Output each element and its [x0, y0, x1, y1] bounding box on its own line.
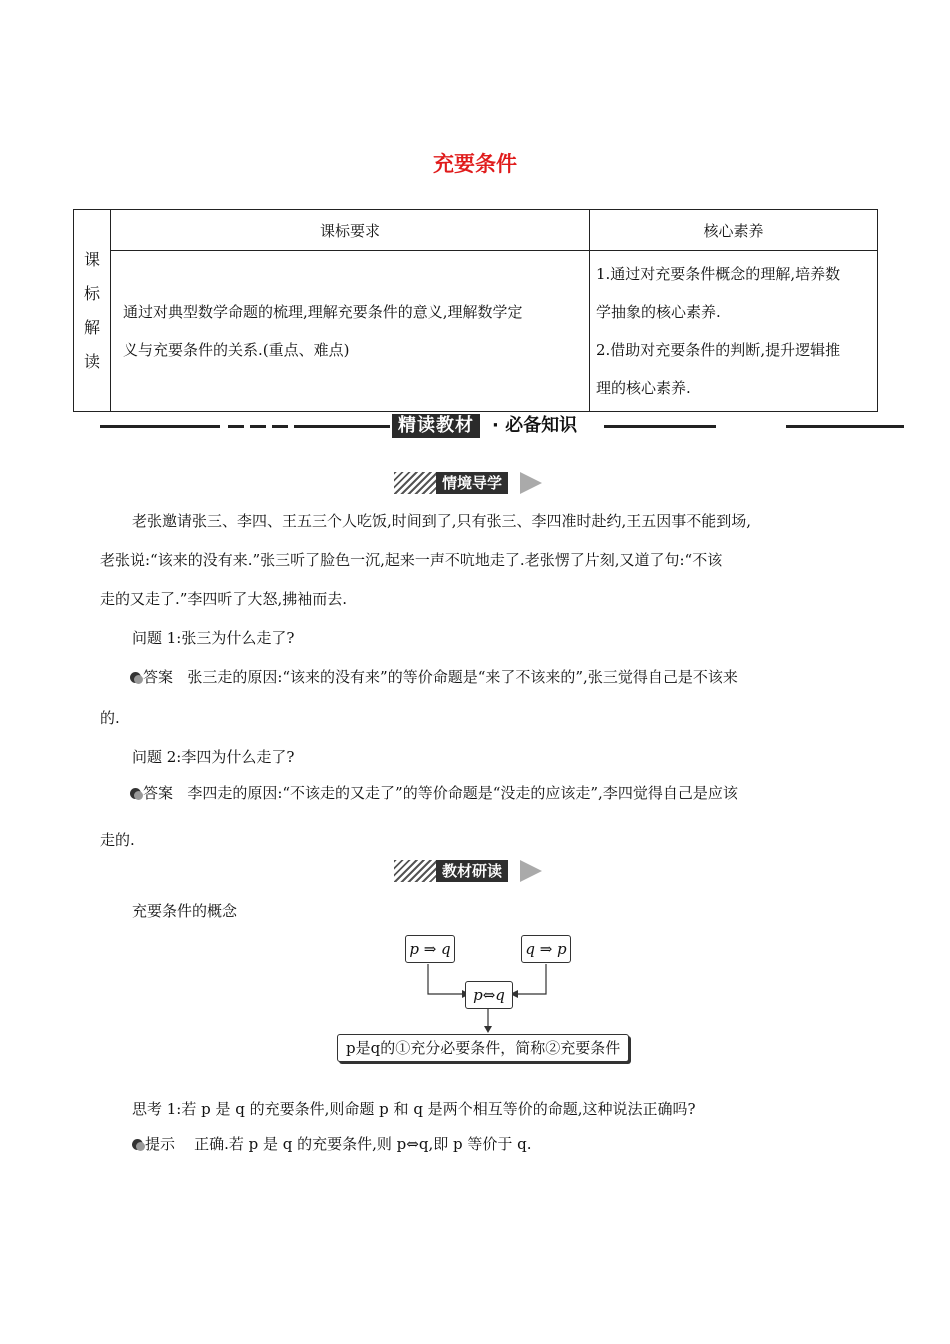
requirement-header: 课标要求	[111, 210, 590, 251]
hint-text: 正确.若 p 是 q 的充要条件,则 p⇔q,即 p 等价于 q.	[194, 1135, 532, 1153]
literacy-line: 学抽象的核心素养.	[596, 303, 721, 321]
answer-text: 李四走的原因:“不该走的又走了”的等价命题是“没走的应该走”,李四觉得自己是应该	[187, 784, 738, 802]
story-line: 老张邀请张三、李四、王五三个人吃饭,时间到了,只有张三、李四准时赴约,王五因事不能到场,	[132, 512, 752, 530]
side-char: 标	[83, 283, 100, 303]
question-2: 问题 2:李四为什么走了?	[132, 748, 295, 766]
concept-heading: 充要条件的概念	[132, 902, 238, 920]
requirement-line: 通过对典型数学命题的梳理,理解充要条件的意义,理解数学定	[123, 303, 523, 321]
diagram-box-q-implies-p: q ⇒ p	[521, 935, 571, 963]
diagram-box-equivalent: p⇔q	[465, 981, 513, 1009]
hint-bullet-icon	[132, 1139, 143, 1150]
literacy-header: 核心素养	[590, 210, 878, 251]
literacy-line: 2.借助对充要条件的判断,提升逻辑推	[596, 341, 841, 359]
answer-text: 张三走的原因:“该来的没有来”的等价命题是“来了不该来的”,张三觉得自己是不该来	[187, 668, 738, 686]
story-line: 走的又走了.”李四听了大怒,拂袖而去.	[100, 590, 347, 608]
literacy-line: 理的核心素养.	[596, 379, 691, 397]
hint-label: 提示	[145, 1135, 176, 1153]
side-char: 读	[83, 351, 100, 371]
page-title: 充要条件	[433, 152, 517, 176]
story-line: 老张说:“该来的没有来.”张三听了脸色一沉,起来一声不吭地走了.老张愣了片刻,又道了句:“不该	[100, 551, 723, 569]
side-char: 课	[83, 249, 100, 269]
tag-label: 教材研读	[436, 860, 508, 882]
answer-label: 答案	[143, 784, 174, 802]
side-char: 解	[83, 317, 100, 337]
tag-label: 情境导学	[436, 472, 508, 494]
banner-label-text: · 必备知识	[492, 414, 581, 438]
think-question-1: 思考 1:若 p 是 q 的充要条件,则命题 p 和 q 是两个相互等价的命题,这种说法正确吗?	[132, 1100, 696, 1118]
answer-text-cont: 走的.	[100, 831, 135, 849]
banner-label-box: 精读教材	[392, 414, 480, 438]
answer-label: 答案	[143, 668, 174, 686]
diagram-conclusion-box: p是q的①充分必要条件，简称②充要条件	[337, 1034, 629, 1062]
requirement-line: 义与充要条件的关系.(重点、难点)	[123, 341, 350, 359]
hint-1	[132, 1125, 532, 1164]
answer-text-cont: 的.	[100, 709, 120, 727]
diagram-box-p-implies-q: p ⇒ q	[405, 935, 455, 963]
question-1: 问题 1:张三为什么走了?	[132, 629, 295, 647]
literacy-line: 1.通过对充要条件概念的理解,培养数	[596, 265, 841, 283]
